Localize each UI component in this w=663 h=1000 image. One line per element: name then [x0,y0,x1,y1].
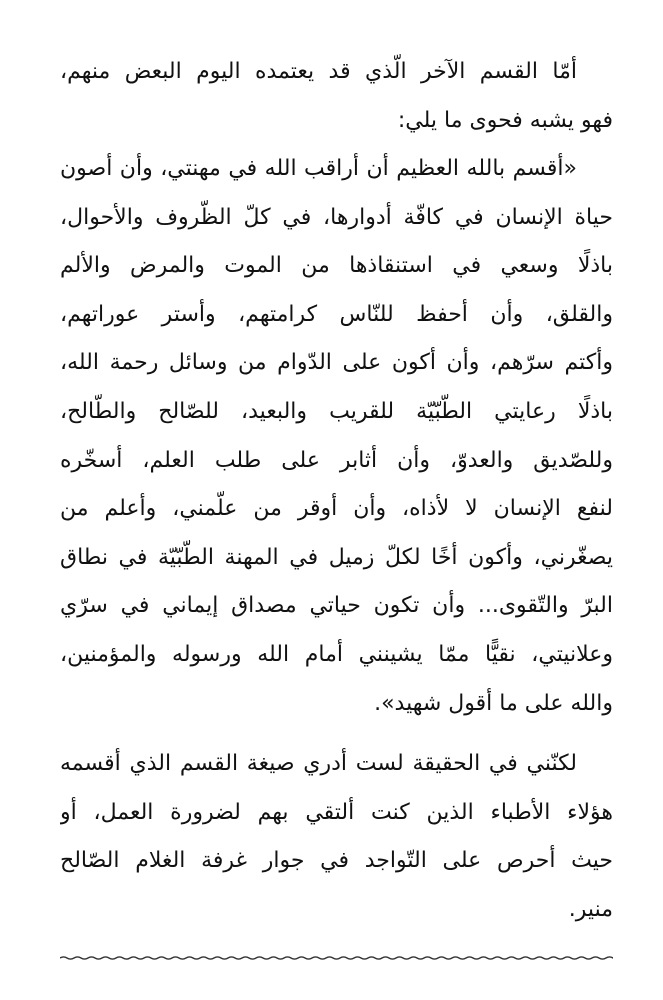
text-line: لنفع الإنسان لا لأذاه، وأن أوقر من علّمني، وأعلم من [60,496,613,522]
text-line: أمّا القسم الآخر الّذي قد يعتمده اليوم البعض منهم، [60,59,577,84]
paragraph-oath-quote [60,145,613,728]
text-line: باذلًا رعايتي الطّبّيّة للقريب والبعيد، للصّالح والطّالح، [60,398,613,424]
text-line: لكنّني في الحقيقة لست أدري صيغة القسم الذي أقسمه [60,751,577,776]
text-line: والقلق، وأن أحفظ للنّاس كرامتهم، وأستر عوراتهم، [60,301,613,327]
text-line: وعلانيتي، نقيًّا ممّا يشينني أمام الله ورسوله والمؤمنين، [60,641,613,667]
text-line: وأكتم سرّهم، وأن أكون على الدّوام من وسائل رحمة الله، [60,350,613,376]
text-line: وللصّديق والعدوّ، وأن أثابر على طلب العلم، أسخّره [60,447,613,473]
text-line: هؤلاء الأطباء الذين كنت ألتقي بهم لضرورة العمل، أو [60,799,613,825]
text-line: حيث أحرص على التّواجد في جوار غرفة الغلام الصّالح [60,848,613,874]
text-line: والله على ما أقول شهيد». [374,690,613,716]
text-line: منير. [568,896,613,922]
text-line: فهو يشبه فحوى ما يلي: [397,107,613,133]
text-line: حياة الإنسان في كافّة أدوارها، في كلّ الظّروف والأحوال، [60,204,613,230]
text-line: يصغّرني، وأكون أخًا لكلّ زميل في المهنة الطّبّيّة في نطاق [60,544,613,570]
wavy-divider [60,952,613,964]
paragraph-intro [60,48,613,145]
paragraph-closing [60,740,613,934]
text-line: باذلًا وسعي في استنقاذها من الموت والمرض والألم [60,253,613,279]
text-line: «أقسم بالله العظيم أن أراقب الله في مهنتي، وأن أصون [60,156,577,181]
text-line: البرّ والتّقوى... وأن تكون حياتي مصداق إيماني في سرّي [60,593,613,619]
